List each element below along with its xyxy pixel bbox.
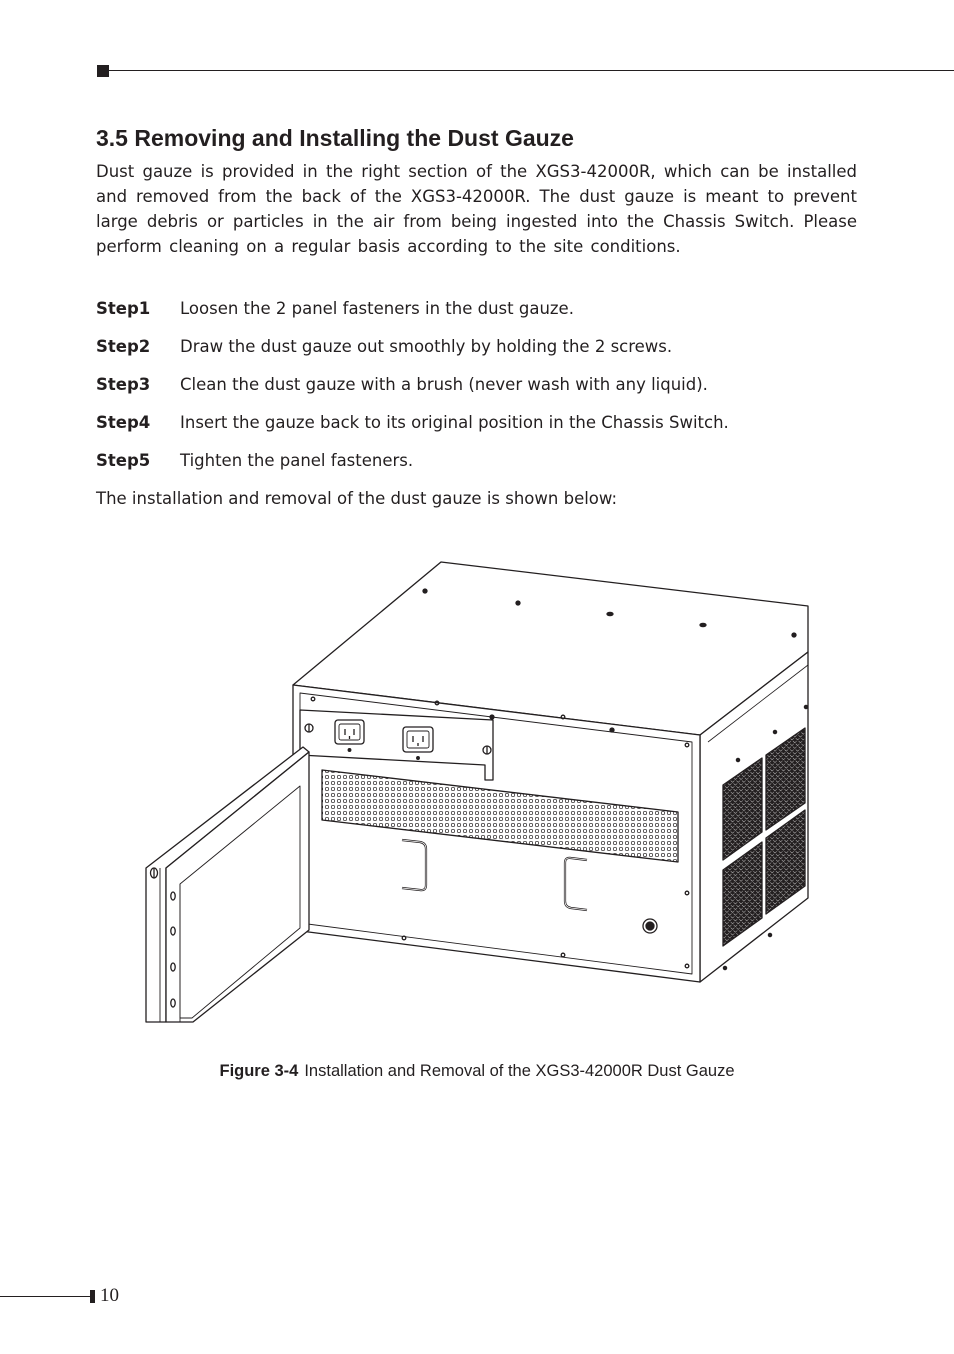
header-rule <box>109 70 954 71</box>
header-marker <box>97 65 109 77</box>
steps-list <box>96 296 876 486</box>
step-label: Step5 <box>96 451 151 470</box>
step-item <box>96 410 876 448</box>
page-number: 10 <box>100 1285 119 1306</box>
step-text: Tighten the panel fasteners. <box>180 451 414 470</box>
step-text: Clean the dust gauze with a brush (never wash with any liquid). <box>180 375 708 394</box>
step-item <box>96 448 876 486</box>
figure-caption <box>0 1059 954 1083</box>
step-item <box>96 296 876 334</box>
chassis-rear-panel <box>293 685 700 982</box>
step-label: Step3 <box>96 375 151 394</box>
figure-label: Figure 3-4 <box>219 1062 299 1080</box>
footer-rule <box>0 1296 90 1297</box>
step-label: Step4 <box>96 413 151 432</box>
step-label: Step2 <box>96 337 151 356</box>
step-text: Loosen the 2 panel fasteners in the dust gauze. <box>180 299 574 318</box>
outro-paragraph: The installation and removal of the dust gauze is shown below: <box>96 489 618 508</box>
step-text: Insert the gauze back to its original position in the Chassis Switch. <box>180 413 729 432</box>
dust-gauze-frame <box>146 747 309 1022</box>
step-label: Step1 <box>96 299 151 318</box>
step-text: Draw the dust gauze out smoothly by holding the 2 screws. <box>180 337 673 356</box>
step-item <box>96 334 876 372</box>
section-heading: 3.5 Removing and Installing the Dust Gauze <box>96 125 574 151</box>
step-item <box>96 372 876 410</box>
footer-marker <box>90 1290 95 1303</box>
chassis-dust-gauze-illustration <box>140 555 810 1025</box>
intro-paragraph: Dust gauze is provided in the right section of the XGS3-42000R, which can be installed and removed from the back of the XGS3-42000R. The dust gauze is meant to prevent large debris or particles in the air from being ingested into the Chassis Switch. Please perform cleaning on a regular basis according to the site conditions. <box>96 162 857 256</box>
figure-caption-text: Installation and Removal of the XGS3-42000R Dust Gauze <box>304 1062 735 1080</box>
